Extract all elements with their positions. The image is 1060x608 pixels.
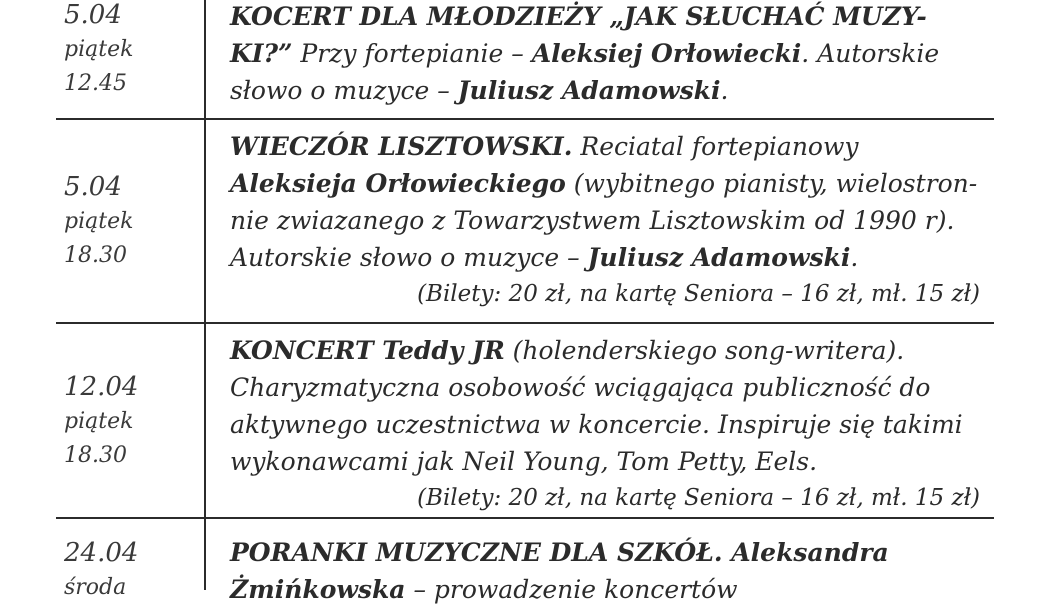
description-line (230, 239, 990, 276)
bold-text-run: PORANKI MUZYCZNE DLA SZKÓŁ. Aleksandra (230, 538, 889, 567)
description-line (230, 534, 990, 571)
event-date-cell (64, 536, 138, 606)
bold-text-run: Aleksieja Orłowieckiego (230, 169, 566, 198)
event-weekday: środa (64, 575, 127, 600)
description-line (230, 165, 990, 202)
text-run: Autorskie słowo o muzyce – (230, 243, 588, 272)
description-line (230, 202, 990, 239)
bold-text-run: Juliusz Adamowski (457, 76, 721, 105)
ticket-price: (Bilety: 20 zł, na kartę Seniora – 16 zł, mł. 15 zł) (417, 485, 980, 511)
event-date: 5.04 (64, 0, 122, 30)
text-run: . Autorskie (801, 39, 940, 68)
event-description (230, 332, 990, 517)
text-run: wykonawcami jak Neil Young, Tom Petty, Eels. (230, 447, 818, 476)
event-date-cell (64, 370, 138, 472)
text-run: . (850, 243, 859, 272)
column-divider (204, 0, 206, 590)
event-date-cell (64, 0, 133, 100)
event-weekday: piątek (64, 209, 134, 234)
bold-text-run: KONCERT Teddy JR (230, 336, 505, 365)
event-date: 5.04 (64, 172, 122, 202)
text-run: aktywnego uczestnictwa w koncercie. Inspiruje się takimi (230, 410, 963, 439)
description-line (230, 369, 990, 406)
text-run: (holenderskiego song-writera). (504, 336, 905, 365)
description-line (230, 406, 990, 443)
text-run: Charyzmatyczna osobowość wciągająca publiczność do (230, 373, 931, 402)
event-date: 24.04 (64, 538, 139, 568)
text-run: – prowadzenie koncertów (405, 575, 738, 604)
event-time: 12.45 (64, 71, 127, 96)
event-date-cell (64, 170, 133, 272)
row-divider (56, 322, 994, 324)
bold-text-run: KI?” (230, 39, 293, 68)
description-line (230, 72, 990, 109)
event-time: 18.30 (64, 443, 127, 468)
description-line (230, 0, 990, 35)
row-divider (56, 118, 994, 120)
description-line (230, 332, 990, 369)
event-weekday: piątek (64, 409, 134, 434)
text-run: Przy fortepianie – (292, 39, 532, 68)
event-description (230, 128, 990, 313)
text-run: nie zwiazanego z Towarzystwem Lisztowskim od 1990 r). (230, 206, 955, 235)
text-run: . (720, 76, 729, 105)
event-weekday: piątek (64, 37, 134, 62)
bold-text-run: Juliusz Adamowski (587, 243, 851, 272)
ticket-price: (Bilety: 20 zł, na kartę Seniora – 16 zł, mł. 15 zł) (417, 281, 980, 307)
text-run: (wybitnego pianisty, wielostron- (565, 169, 978, 198)
row-divider (56, 517, 994, 519)
bold-text-run: KOCERT DLA MŁODZIEŻY „JAK SŁUCHAĆ MUZY- (230, 2, 927, 31)
description-line (230, 128, 990, 165)
text-run: Reciatal fortepianowy (572, 132, 859, 161)
description-line (230, 443, 990, 480)
event-date: 12.04 (64, 372, 139, 402)
bold-text-run: Żmińkowska (230, 575, 406, 604)
text-run: słowo o muzyce – (230, 76, 458, 105)
description-line (230, 35, 990, 72)
event-time: 18.30 (64, 243, 127, 268)
bold-text-run: Aleksiej Orłowiecki (531, 39, 802, 68)
bold-text-run: WIECZÓR LISZTOWSKI. (230, 132, 573, 161)
event-description (230, 534, 990, 608)
event-description (230, 0, 990, 109)
